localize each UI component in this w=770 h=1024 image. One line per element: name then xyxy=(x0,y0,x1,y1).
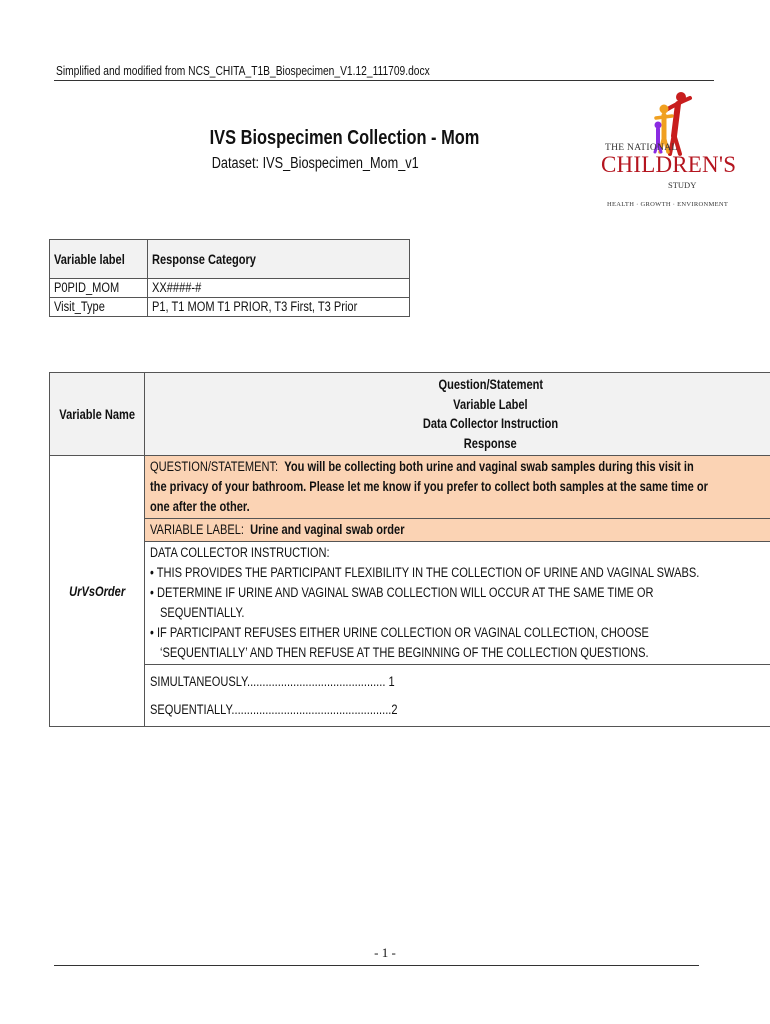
logo-line-study: STUDY xyxy=(668,180,697,190)
data-collector-instruction-block: DATA COLLECTOR INSTRUCTION: • THIS PROVIDES THE PARTICIPANT FLEXIBILITY IN THE COLLECTION OF URINE AND VAGINAL SWABS. • DETERMINE IF URINE AND VAGINAL SWAB COLLECTION WILL OCCUR AT THE SAME TIME OR SEQUENTIALLY. • IF PARTICIPANT REFUSES EITHER URINE COLLECTION OR VAGINAL COLLECTION, CHOOSE ‘SEQUENTIALLY’ AND THEN REFUSE AT THE BEGINNING OF THE COLLECTION QUESTIONS. xyxy=(145,542,770,665)
response-category-cell: XX####-# xyxy=(148,279,410,298)
column-header-variable-label: Variable label xyxy=(50,240,148,279)
question-detail-cell xyxy=(145,456,770,727)
variable-label-block: VARIABLE LABEL: Urine and vaginal swab order xyxy=(145,519,770,542)
question-table xyxy=(49,372,770,727)
table-header-row xyxy=(50,373,770,456)
source-note: Simplified and modified from NCS_CHITA_T1B_Biospecimen_V1.12_111709.docx xyxy=(56,64,430,78)
footer-divider xyxy=(54,965,699,966)
response-options-block xyxy=(145,665,770,726)
table-row xyxy=(50,456,770,727)
variable-name-cell: UrVsOrder xyxy=(50,456,145,727)
table-row xyxy=(50,279,410,298)
column-header-question: Question/Statement Variable Label Data Collector Instruction Response xyxy=(145,373,770,456)
response-category-cell: P1, T1 MOM T1 PRIOR, T3 First, T3 Prior xyxy=(148,298,410,317)
response-option: SIMULTANEOUSLY............................................. 1 xyxy=(150,674,395,689)
table-header-row xyxy=(50,240,410,279)
column-header-variable-name: Variable Name xyxy=(50,373,145,456)
question-statement-block: QUESTION/STATEMENT: You will be collecting both urine and vaginal swab samples during this visit in the privacy of your bathroom. Please let me know if you prefer to collect both samples at the same time or one after the other. xyxy=(145,456,770,519)
dataset-subtitle: Dataset: IVS_Biospecimen_Mom_v1 xyxy=(211,155,419,172)
logo-line-childrens: CHILDREN'S xyxy=(601,152,737,177)
page-number: - 1 - xyxy=(374,945,396,960)
logo-tagline: HEALTH · GROWTH · ENVIRONMENT xyxy=(607,201,729,208)
column-header-response-category: Response Category xyxy=(148,240,410,279)
variable-label-cell: P0PID_MOM xyxy=(50,279,148,298)
logo-line-the-national: THE NATIONAL xyxy=(605,143,678,153)
header-divider xyxy=(54,80,714,81)
variable-label-cell: Visit_Type xyxy=(50,298,148,317)
table-row xyxy=(50,298,410,317)
document-title: IVS Biospecimen Collection - Mom xyxy=(209,127,480,149)
response-option: SEQUENTIALLY....................................................2 xyxy=(150,702,398,717)
variable-label-table xyxy=(49,239,410,317)
